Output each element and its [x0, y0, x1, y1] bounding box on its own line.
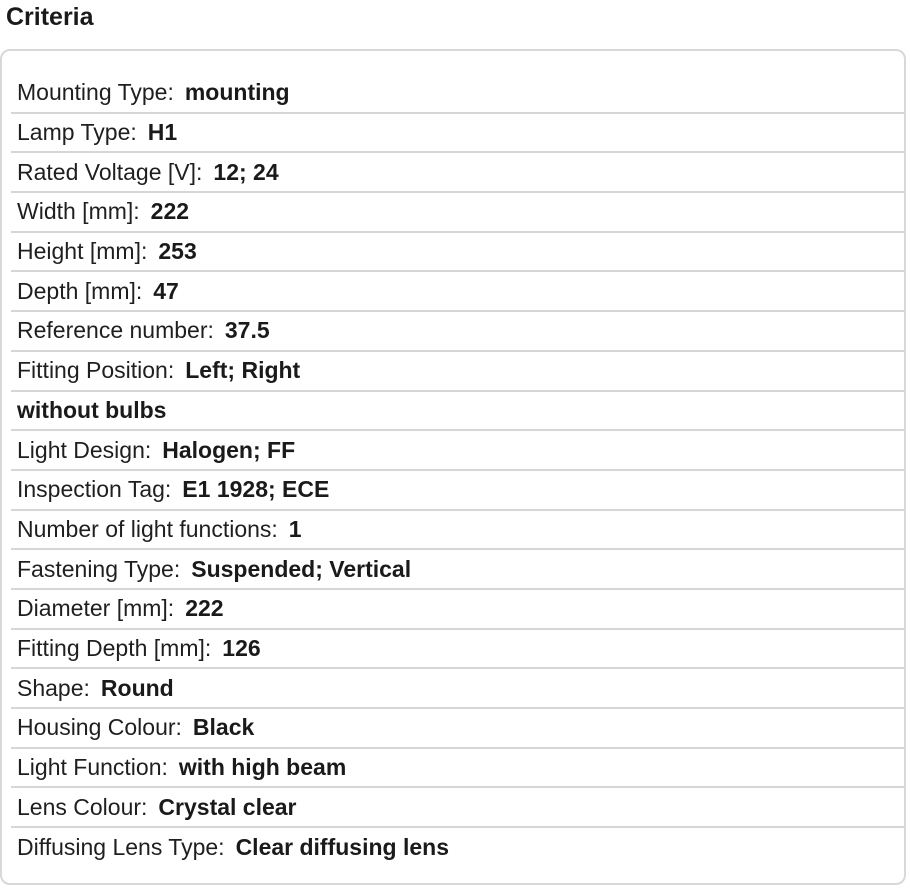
section-title: Criteria	[6, 3, 94, 31]
criteria-row	[11, 550, 904, 590]
criteria-label: Lamp Type:	[17, 119, 137, 146]
criteria-label: Reference number:	[17, 317, 214, 344]
criteria-row	[11, 74, 904, 114]
criteria-value: Left; Right	[185, 357, 301, 384]
criteria-label: Lens Colour:	[17, 793, 148, 820]
criteria-list	[11, 74, 904, 868]
criteria-label: Number of light functions:	[17, 515, 278, 542]
criteria-value: Suspended; Vertical	[191, 555, 412, 582]
criteria-value: without bulbs	[17, 396, 167, 423]
criteria-row	[11, 669, 904, 709]
criteria-value: 12; 24	[213, 158, 279, 185]
criteria-label: Height [mm]:	[17, 238, 148, 265]
criteria-value: with high beam	[178, 754, 347, 781]
criteria-label: Mounting Type:	[17, 79, 174, 106]
criteria-label: Light Design:	[17, 436, 152, 463]
criteria-value: 222	[150, 198, 190, 225]
criteria-value: 222	[185, 595, 224, 622]
criteria-row	[11, 233, 904, 273]
criteria-label: Fastening Type:	[17, 555, 181, 582]
criteria-row	[11, 511, 904, 551]
criteria-label: Fitting Depth [mm]:	[17, 634, 212, 661]
criteria-row	[11, 788, 904, 828]
criteria-label: Rated Voltage [V]:	[17, 158, 203, 185]
criteria-value: 253	[158, 238, 197, 265]
criteria-label: Shape:	[17, 674, 90, 701]
criteria-value: 47	[153, 277, 179, 304]
criteria-value: mounting	[184, 79, 290, 106]
criteria-value: Black	[192, 714, 255, 741]
criteria-value: Halogen; FF	[162, 436, 296, 463]
criteria-row	[11, 709, 904, 749]
criteria-row	[11, 272, 904, 312]
criteria-row	[11, 114, 904, 154]
criteria-label: Light Function:	[17, 754, 168, 781]
criteria-label: Width [mm]:	[17, 198, 140, 225]
criteria-label: Depth [mm]:	[17, 277, 143, 304]
criteria-value: 1	[288, 515, 302, 542]
criteria-value: Crystal clear	[158, 793, 297, 820]
criteria-value: Clear diffusing lens	[235, 834, 449, 861]
criteria-value: Round	[100, 674, 174, 701]
criteria-row	[11, 590, 904, 630]
criteria-value: 126	[222, 634, 261, 661]
criteria-row	[11, 630, 904, 670]
criteria-row	[11, 431, 904, 471]
criteria-label: Fitting Position:	[17, 357, 175, 384]
criteria-label: Diffusing Lens Type:	[17, 834, 225, 861]
criteria-value: H1	[147, 119, 178, 146]
criteria-row	[11, 749, 904, 789]
criteria-row	[11, 828, 904, 868]
criteria-row	[11, 352, 904, 392]
criteria-value: E1 1928; ECE	[182, 476, 330, 503]
criteria-row	[11, 392, 904, 432]
criteria-label: Housing Colour:	[17, 714, 182, 741]
criteria-label: Inspection Tag:	[17, 476, 172, 503]
criteria-value: 37.5	[224, 317, 270, 344]
criteria-row	[11, 193, 904, 233]
criteria-label: Diameter [mm]:	[17, 595, 175, 622]
criteria-row	[11, 153, 904, 193]
criteria-row	[11, 471, 904, 511]
criteria-row	[11, 312, 904, 352]
